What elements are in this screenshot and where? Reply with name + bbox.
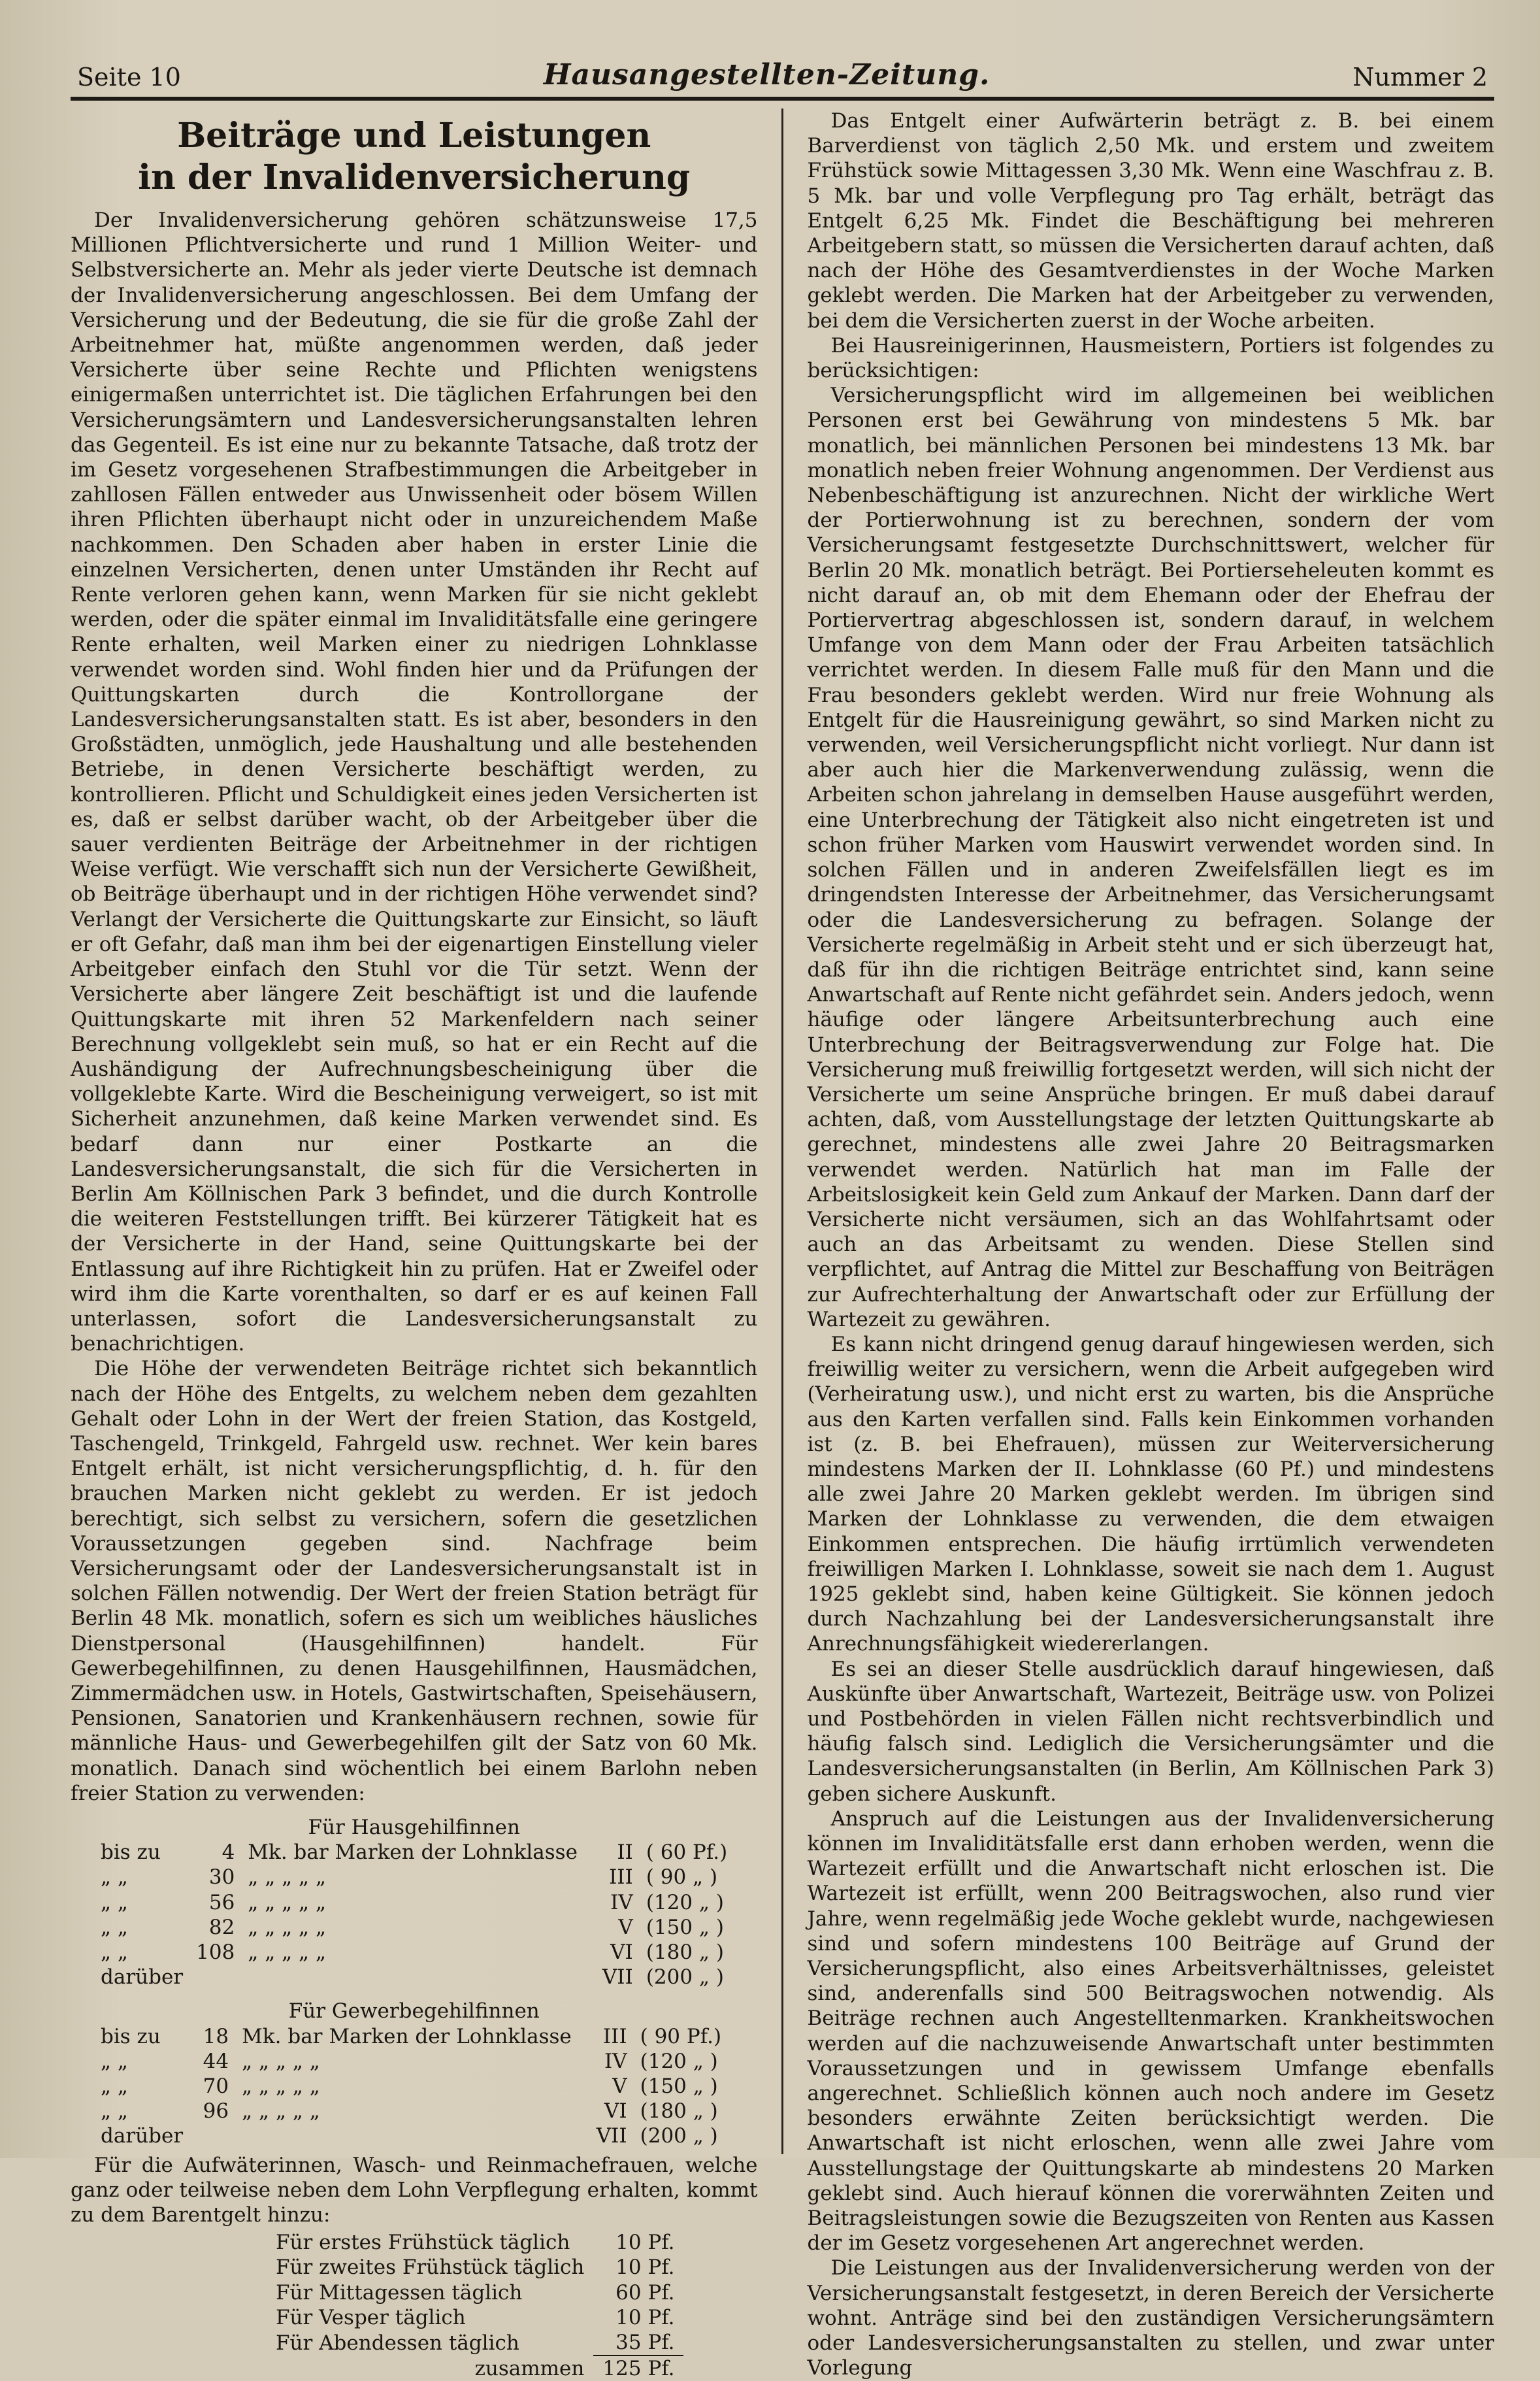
- page-header: [71, 46, 1494, 101]
- paragraph: Der Invalidenversicherung gehören schätzunsweise 17,5 Millionen Pflichtversicherte und rund 1 Million Weiter- und Selbstversicherte an. Mehr als jeder vierte Deutsche ist demnach der Invalidenversicherung angeschlossen. Bei dem Umfang der Versicherung und der Bedeutung, die sie für die große Zahl der Arbeitnehmer hat, müßte angenommen werden, daß jeder Versicherte über seine Rechte und Pflichten wenigstens einigermaßen unterrichtet ist. Die täglichen Erfahrungen bei den Versicherungsämtern und Landesversicherungsanstalten lehren das Gegenteil. Es ist eine nur zu bekannte Tatsache, daß trotz der im Gesetz vorgesehenen Strafbestimmungen die Arbeitgeber in zahllosen Fällen entweder aus Unwissenheit oder bösem Willen ihren Pflichten überhaupt nicht oder in unzureichendem Maße nachkommen. Den Schaden aber haben in erster Linie die einzelnen Versicherten, denen unter Umständen ihr Recht auf Rente verloren gehen kann, wenn Marken für sie nicht geklebt werden, oder die später einmal im Invaliditätsfalle eine geringere Rente erhalten, weil Marken einer zu niedrigen Lohnklasse verwendet worden sind. Wohl finden hier und da Prüfungen der Quittungskarten durch die Kontrollorgane der Landesversicherungsanstalten statt. Es ist aber, besonders in den Großstädten, unmöglich, jede Haushaltung und alle bestehenden Betriebe, in denen Versicherte beschäftigt werden, zu kontrollieren. Pflicht und Schuldigkeit eines jeden Versicherten ist es, daß er selbst darüber wacht, ob der Arbeitgeber über die sauer verdienten Beiträge der Arbeitnehmer in der richtigen Weise verfügt. Wie verschafft sich nun der Versicherte Gewißheit, ob Beiträge überhaupt und in der richtigen Höhe verwendet sind? Verlangt der Versicherte die Quittungskarte zur Einsicht, so läuft er oft Gefahr, daß man ihm bei der eigenartigen Einstellung vieler Arbeitgeber einfach den Stuhl vor die Tür setzt. Wenn der Versicherte aber längere Zeit beschäftigt ist und die laufende Quittungskarte mit ihren 52 Markenfeldern nach seiner Berechnung vollgeklebt sein muß, so hat er ein Recht auf die Aushändigung der Aufrechnungsbescheinigung über die vollgeklebte Karte. Wird die Bescheinigung verweigert, so ist mit Sicherheit anzunehmen, daß keine Marken verwendet sind. Es bedarf dann nur einer Postkarte an die Landesversicherungsanstalt, die sich für die Versicherten in Berlin Am Köllnischen Park 3 befindet, und die durch Kontrolle die weiteren Feststellungen trifft. Bei kürzerer Tätigkeit hat es der Versicherte in der Hand, seine Quittungskarte bei der Entlassung auf ihre Richtigkeit hin zu prüfen. Hat er Zweifel oder wird ihm die Karte vorenthalten, so darf er es auf keinen Fall unterlassen, sofort die Landesversicherungsanstalt zu benachrichtigen.: [71, 208, 758, 1356]
- table-row: „ „ 82 „ „ „ „ „ V (150 „ ): [101, 1915, 724, 1939]
- newspaper-title: Hausangestellten-Zeitung.: [543, 58, 991, 92]
- paragraph: Die Leistungen aus der Invalidenversicherung werden von der Versicherungsanstalt festgesetzt, in deren Bereich der Versicherte wohnt. Anträge sind bei den zuständigen Versicherungsämtern oder Landesversicherungsanstalten zu stellen, und zwar unter Vorlegung: [807, 2256, 1494, 2380]
- table-heading-hausgehilfinnen: Für Hausgehilfinnen: [308, 1816, 520, 1839]
- table-row: „ „ 108 „ „ „ „ „ VI (180 „ ): [101, 1940, 724, 1965]
- table-row: „ „ 56 „ „ „ „ „ IV (120 „ ): [101, 1890, 724, 1914]
- table-row: darüber VII (200 „ ): [101, 2124, 718, 2148]
- left-column: [71, 108, 758, 2381]
- table-row: Für Vesper täglich 10 Pf.: [276, 2305, 675, 2329]
- table-row: „ „ 30 „ „ „ „ „ III ( 90 „ ): [101, 1865, 718, 1890]
- table-row: „ „ 96 „ „ „ „ „ VI (180 „ ): [101, 2099, 718, 2123]
- right-column: [807, 108, 1494, 2380]
- table-row: „ „ 44 „ „ „ „ „ IV (120 „ ): [101, 2049, 718, 2073]
- table-row: darüber VII (200 „ ): [101, 1965, 724, 1990]
- paragraph: Es kann nicht dringend genug darauf hingewiesen werden, sich freiwillig weiter zu versichern, wenn die Arbeit aufgegeben wird (Verheiratung usw.), und nicht erst zu warten, bis die Ansprüche aus den Karten verfallen sind. Falls kein Einkommen vorhanden ist (z. B. bei Ehefrauen), müssen zur Weiterversicherung mindestens Marken der II. Lohnklasse (60 Pf.) und mindestens alle zwei Jahre 20 Marken geklebt werden. Im übrigen sind Marken der Lohnklasse zu verwenden, die dem etwaigen Einkommen entsprechen. Die häufig irrtümlich verwendeten freiwilligen Marken I. Lohnklasse, soweit sie nach dem 1. August 1925 geklebt sind, haben keine Gültigkeit. Sie können jedoch durch Nachzahlung bei der Landesversicherungsanstalt ihre Anrechnungsfähigkeit wiedererlangen.: [807, 1332, 1494, 1656]
- paragraph: Bei Hausreinigerinnen, Hausmeistern, Portiers ist folgendes zu berücksichtigen:: [807, 333, 1494, 383]
- paragraph: Es sei an dieser Stelle ausdrücklich darauf hingewiesen, daß Auskünfte über Anwartschaft, Wartezeit, Beiträge usw. von Polizei und Postbehörden in vielen Fällen nicht rechtsverbindlich und häufig falsch sind. Lediglich die Versicherungsämter und die Landesversicherungsanstalten (in Berlin, Am Köllnischen Park 3) geben sichere Auskunft.: [807, 1657, 1494, 1806]
- table-row: bis zu 4 Mk. bar Marken der Lohnklasse II ( 60 Pf.): [101, 1840, 728, 1865]
- paragraph: Versicherungspflicht wird im allgemeinen bei weiblichen Personen erst bei Gewährung von mindestens 5 Mk. bar monatlich, bei männlichen Personen bei mindestens 13 Mk. bar monatlich neben freier Wohnung angenommen. Der Verdienst aus Nebenbeschäftigung ist anzurechnen. Nicht der wirkliche Wert der Portierwohnung ist zu berechnen, sondern der vom Versicherungsamt festgesetzte Durchschnittswert, welcher für Berlin 20 Mk. monatlich beträgt. Bei Portierseheleuten kommt es nicht darauf an, ob mit dem Ehemann oder der Ehefrau der Portiervertrag abgeschlossen ist, sondern darauf, in welchem Umfange von dem Mann oder der Frau Arbeiten tatsächlich verrichtet werden. In diesem Falle muß für den Mann und die Frau besonders geklebt werden. Wird nur freie Wohnung als Entgelt für die Hausreinigung gewährt, so sind Marken nicht zu verwenden, weil Versicherungspflicht nicht vorliegt. Nur dann ist aber auch hier die Markenverwendung zulässig, wenn die Arbeiten schon jahrelang in demselben Hause ausgeführt werden, eine Unterbrechung der Tätigkeit also nicht eingetreten ist und schon früher Marken vom Hauswirt verwendet worden sind. In solchen Fällen und in anderen Zweifelsfällen liegt es im dringendsten Interesse der Arbeitnehmer, das Versicherungsamt oder die Landesversicherung zu befragen. Solange der Versicherte regelmäßig in Arbeit steht und er sich überzeugt hat, daß für ihn die richtigen Beiträge entrichtet sind, kann seine Anwartschaft auf Rente nicht gefährdet sein. Anders jedoch, wenn häufige oder längere Arbeitsunterbrechung auch eine Unterbrechung der Beitragsverwendung zur Folge hat. Die Versicherung muß freiwillig fortgesetzt werden, will sich nicht der Versicherte um seine Ansprüche bringen. Er muß dabei darauf achten, daß, vom Ausstellungstage der letzten Quittungskarte ab gerechnet, mindestens alle zwei Jahre 20 Beitragsmarken verwendet werden. Natürlich hat man im Falle der Arbeitslosigkeit kein Geld zum Ankauf der Marken. Dann darf der Versicherte nicht versäumen, sich an das Wohlfahrtsamt oder auch an das Arbeitsamt zu wenden. Diese Stellen sind verpflichtet, auf Antrag die Mittel zur Beschaffung von Beiträgen zur Aufrechterhaltung der Anwartschaft oder zur Erfüllung der Wartezeit zu gewähren.: [807, 384, 1494, 1331]
- issue-number: Nummer 2: [1352, 63, 1488, 92]
- table-row: Für Abendessen täglich 35 Pf.: [267, 2330, 683, 2356]
- article-title-line-1: Beiträge und Leistungen: [177, 116, 651, 156]
- table-row: Für Mittagessen täglich 60 Pf.: [276, 2280, 675, 2305]
- table-row: Für zweites Frühstück täglich 10 Pf.: [276, 2256, 675, 2280]
- table-row: „ „ 70 „ „ „ „ „ V (150 „ ): [101, 2074, 718, 2099]
- table-heading-gewerbegehilfinnen: Für Gewerbegehilfinnen: [288, 1999, 540, 2023]
- two-column-body: [71, 108, 1494, 2381]
- paragraph: Anspruch auf die Leistungen aus der Invalidenversicherung können im Invaliditätsfalle erst dann erhoben werden, wenn die Wartezeit erfüllt und die Anwartschaft nicht erloschen ist. Die Wartezeit ist erfüllt, wenn 200 Beitragswochen, also rund vier Jahre, wenn regelmäßig jede Woche geklebt wurde, nachgewiesen sind und sofern mindestens 100 Beiträge auf Grund der Versicherungspflicht, also eines Arbeitsverhältnisses, geleistet sind, anderenfalls sind 500 Beitragswochen notwendig. Als Beiträge rechnen auch Angestelltenmarken. Krankheitswochen werden auf die nachzuweisende Anwartschaft unter bestimmten Voraussetzungen und in gewissem Umfange ebenfalls angerechnet. Schließlich können auch noch andere im Gesetz besonders erwähnte Zeiten berücksichtigt werden. Die Anwartschaft ist nicht erloschen, wenn alle zwei Jahre vom Ausstellungstage der Quittungskarte ab mindestens 20 Marken geklebt sind. Auch hierauf können die vorerwähnten Zeiten und Beitragsleistungen sowie die Bezugszeiten von Renten aus Kassen der im Gesetz vorgesehenen Art angerechnet werden.: [807, 1807, 1494, 2256]
- article-title: [71, 115, 758, 199]
- table-row: bis zu 18 Mk. bar Marken der Lohnklasse III ( 90 Pf.): [101, 2024, 722, 2048]
- meals-table: [267, 2230, 683, 2381]
- page-number: Seite 10: [77, 63, 181, 92]
- column-divider: [781, 108, 784, 2154]
- article-title-line-2: in der Invalidenversicherung: [138, 158, 691, 197]
- paragraph: Die Höhe der verwendeten Beiträge richtet sich bekanntlich nach der Höhe des Entgelts, zu welchem neben dem gezahlten Gehalt oder Lohn in der Wert der freien Station, das Kostgeld, Taschengeld, Trinkgeld, Fahrgeld usw. rechnet. Wer kein bares Entgelt erhält, ist nicht versicherungspflichtig, d. h. für den brauchen Marken nicht geklebt zu werden. Er ist jedoch berechtigt, sich selbst zu versichern, sofern die gesetzlichen Voraussetzungen gegeben sind. Nachfrage beim Versicherungsamt oder der Landesversicherungsanstalt ist in solchen Fällen notwendig. Der Wert der freien Station beträgt für Berlin 48 Mk. monatlich, sofern es sich um weibliches häusliches Dienstpersonal (Hausgehilfinnen) handelt. Für Gewerbegehilfinnen, zu denen Hausgehilfinnen, Hausmädchen, Zimmermädchen usw. in Hotels, Gastwirtschaften, Speisehäusern, Pensionen, Sanatorien und Krankenhäusern rechnen, sowie für männliche Haus- und Gewerbegehilfen gilt der Satz von 60 Mk. monatlich. Danach sind wöchentlich bei einem Barlohn neben freier Station zu verwenden:: [71, 1357, 758, 1805]
- rates-table-hausgehilfinnen: [94, 1840, 734, 1990]
- table-row-total: zusammen 125 Pf.: [474, 2356, 675, 2381]
- rates-table-gewerbegehilfinnen: [94, 2024, 728, 2149]
- paragraph: Das Entgelt einer Aufwärterin beträgt z. B. bei einem Barverdienst von täglich 2,50 Mk. und erstem und zweitem Frühstück sowie Mittagessen 3,30 Mk. Wenn eine Waschfrau z. B. 5 Mk. bar und volle Verpflegung pro Tag erhält, beträgt das Entgelt 6,25 Mk. Findet die Beschäftigung bei mehreren Arbeitgebern statt, so müssen die Versicherten darauf achten, daß nach der Höhe des Gesamtverdienstes in der Woche Marken geklebt werden. Die Marken hat der Arbeitgeber zu verwenden, bei dem die Versicherten zuerst in der Woche arbeiten.: [807, 109, 1494, 333]
- table-row: Für erstes Frühstück täglich 10 Pf.: [276, 2231, 675, 2255]
- paragraph-meals-intro: Für die Aufwäterinnen, Wasch- und Reinmachefrauen, welche ganz oder teilweise neben dem Lohn Verpflegung erhalten, kommt zu dem Barentgelt hinzu:: [71, 2153, 758, 2227]
